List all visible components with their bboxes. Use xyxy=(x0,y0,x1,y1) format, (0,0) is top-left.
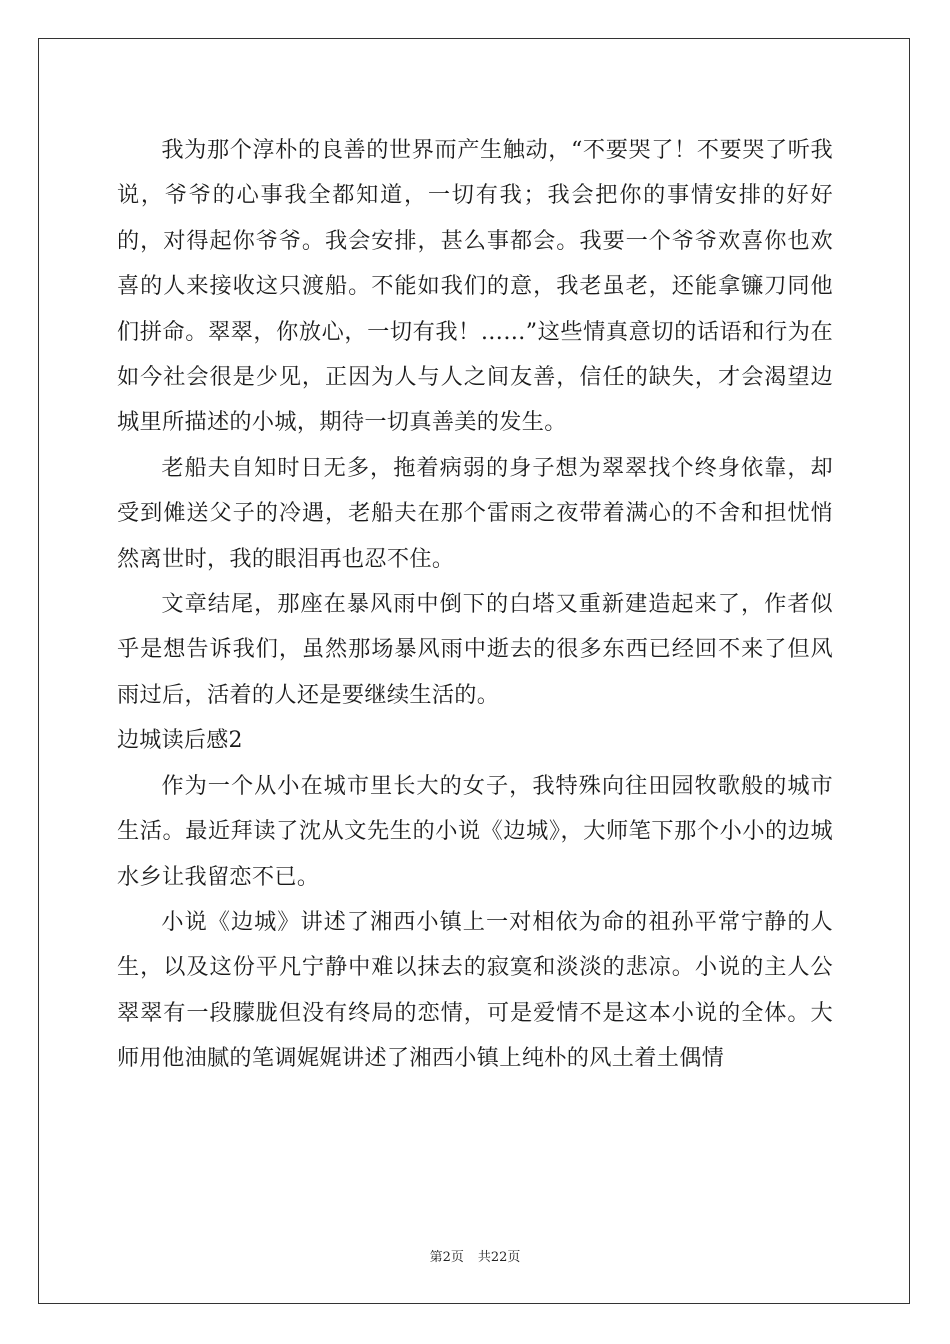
paragraph-novel-summary: 小说《边城》讲述了湘西小镇上一对相依为命的祖孙平常宁静的人生，以及这份平凡宁静中难以抹去的寂寞和淡淡的悲凉。小说的主人公翠翠有一段朦胧但没有终局的恋情，可是爱情不是这本小说的全体。大师用他油腻的笔调娓娓讲述了湘西小镇上纯朴的风土着土偶情 xyxy=(117,908,833,1072)
section-heading: 边城读后感2 xyxy=(117,728,243,754)
paragraph-old-boatman: 老船夫自知时日无多，拖着病弱的身子想为翠翠找个终身依靠，却受到傩送父子的冷遇，老船夫在那个雷雨之夜带着满心的不舍和担忧悄然离世时，我的眼泪再也忍不住。 xyxy=(117,454,833,572)
page-number: 第2页 xyxy=(429,1250,464,1265)
paragraph-grandfather-speech: 我为那个淳朴的良善的世界而产生触动，“不要哭了！不要哭了听我说，爷爷的心事我全都知道，一切有我；我会把你的事情安排的好好的，对得起你爷爷。我会安排，甚么事都会。我要一个爷爷欢喜你也欢喜的人来接收这只渡船。不能如我们的意，我老虽老，还能拿镰刀同他们拼命。翠翠，你放心，一切有我！……”这些情真意切的话语和行为在如今社会很是少见，正因为人与人之间友善，信任的缺失，才会渴望边城里所描述的小城，期待一切真善美的发生。 xyxy=(117,137,833,436)
paragraph-city-girl: 作为一个从小在城市里长大的女子，我特殊向往田园牧歌般的城市生活。最近拜读了沈从文先生的小说《边城》，大师笔下那个小小的边城水乡让我留恋不已。 xyxy=(117,772,833,890)
page-footer xyxy=(0,1246,950,1265)
paragraph-white-tower: 文章结尾，那座在暴风雨中倒下的白塔又重新建造起来了，作者似乎是想告诉我们，虽然那场暴风雨中逝去的很多东西已经回不来了但风雨过后，活着的人还是要继续生活的。 xyxy=(117,591,833,708)
page-total: 共22页 xyxy=(477,1250,521,1265)
document-body xyxy=(117,128,833,1082)
